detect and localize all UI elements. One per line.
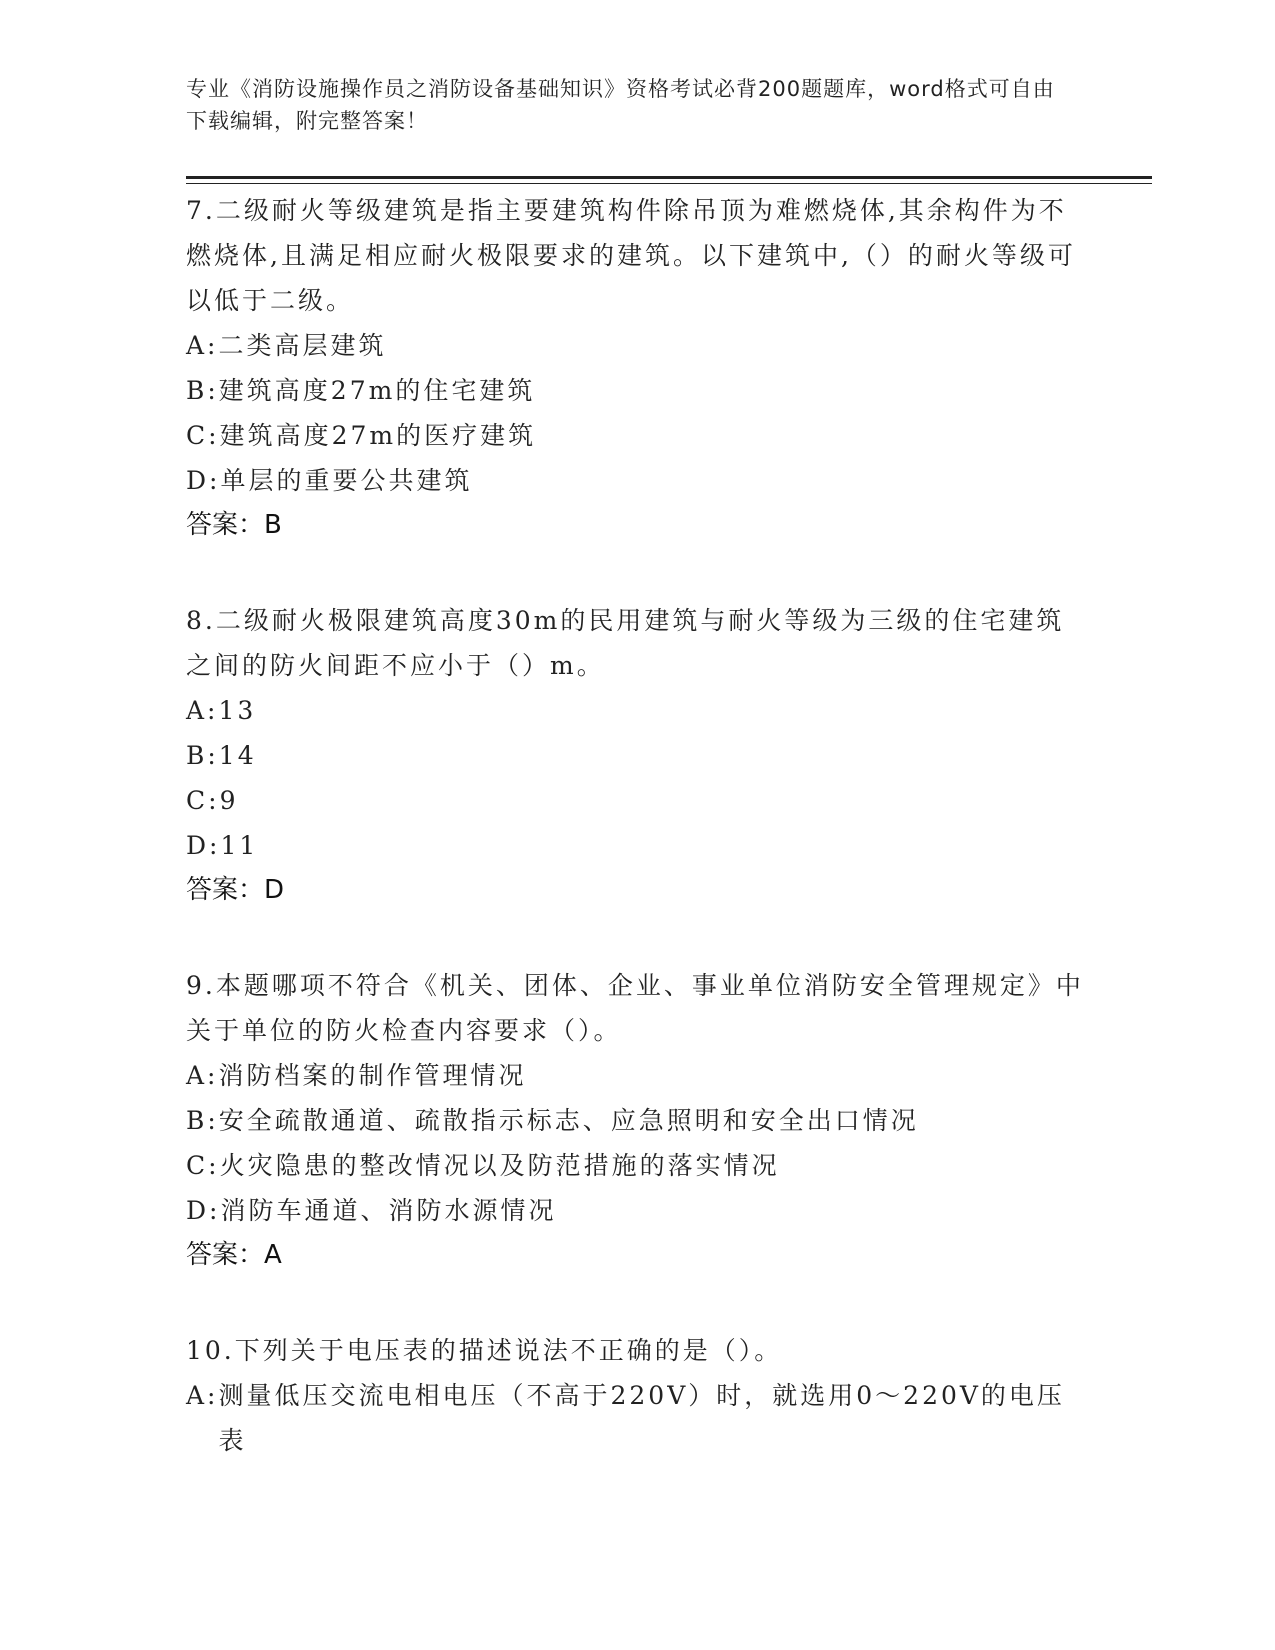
option-key: D:	[186, 466, 221, 495]
option-text: 消防车通道、消防水源情况	[220, 1196, 557, 1225]
option-a	[186, 1053, 1086, 1098]
option-key: D:	[186, 1196, 221, 1225]
header-divider-thin	[186, 183, 1152, 184]
option-text: 火灾隐患的整改情况以及防范措施的落实情况	[219, 1151, 780, 1180]
question-stem: 8.二级耐火极限建筑高度30m的民用建筑与耐火等级为三级的住宅建筑之间的防火间距不应小于（）m。	[186, 606, 1065, 680]
option-key: B:	[186, 376, 219, 405]
option-key: C:	[186, 786, 220, 815]
option-b	[186, 1098, 1086, 1143]
option-text: 消防档案的制作管理情况	[218, 1061, 527, 1090]
option-text: 建筑高度27m的医疗建筑	[219, 421, 537, 450]
option-key: A:	[186, 1381, 219, 1410]
question-stem: 10.下列关于电压表的描述说法不正确的是（）。	[186, 1336, 783, 1365]
question-8	[186, 598, 1086, 913]
answer-line: 答案：B	[186, 510, 282, 540]
option-key: B:	[186, 1106, 219, 1135]
header-divider-thick	[186, 176, 1152, 179]
option-key: C:	[186, 421, 220, 450]
option-a	[186, 688, 1086, 733]
option-d	[186, 458, 1086, 503]
option-text: 11	[220, 831, 259, 860]
option-text: 单层的重要公共建筑	[220, 466, 473, 495]
option-b	[186, 733, 1086, 778]
option-text: 建筑高度27m的住宅建筑	[218, 376, 536, 405]
answer-line: 答案：D	[186, 875, 285, 905]
question-stem: 9.本题哪项不符合《机关、团体、企业、事业单位消防安全管理规定》中关于单位的防火检查内容要求（）。	[186, 971, 1084, 1045]
option-text: 安全疏散通道、疏散指示标志、应急照明和安全出口情况	[218, 1106, 919, 1135]
option-a	[186, 323, 1086, 368]
question-stem: 7.二级耐火等级建筑是指主要建筑构件除吊顶为难燃烧体,其余构件为不燃烧体,且满足相应耐火极限要求的建筑。以下建筑中,（）的耐火等级可以低于二级。	[186, 196, 1076, 315]
option-key: D:	[186, 831, 221, 860]
answer-line: 答案：A	[186, 1240, 282, 1270]
question-10	[186, 1328, 1086, 1463]
option-text: 13	[218, 696, 257, 725]
option-key: A:	[186, 1061, 219, 1090]
option-text: 测量低压交流电相电压（不高于220V）时，就选用0～220V的电压表	[218, 1381, 1065, 1455]
question-7	[186, 188, 1086, 548]
option-text: 9	[219, 786, 239, 815]
option-key: A:	[186, 696, 219, 725]
question-9	[186, 963, 1086, 1278]
option-c	[186, 1143, 1086, 1188]
option-key: B:	[186, 741, 219, 770]
option-key: A:	[186, 331, 219, 360]
option-d	[186, 823, 1086, 868]
question-list	[186, 188, 1086, 1513]
option-c	[186, 413, 1086, 458]
option-key: C:	[186, 1151, 220, 1180]
option-d	[186, 1188, 1086, 1233]
option-b	[186, 368, 1086, 413]
document-header: 专业《消防设施操作员之消防设备基础知识》资格考试必背200题题库，word格式可自由下载编辑，附完整答案！	[186, 77, 1055, 133]
option-text: 14	[218, 741, 257, 770]
option-c	[186, 778, 1086, 823]
option-text: 二类高层建筑	[218, 331, 387, 360]
option-a	[186, 1373, 1086, 1463]
